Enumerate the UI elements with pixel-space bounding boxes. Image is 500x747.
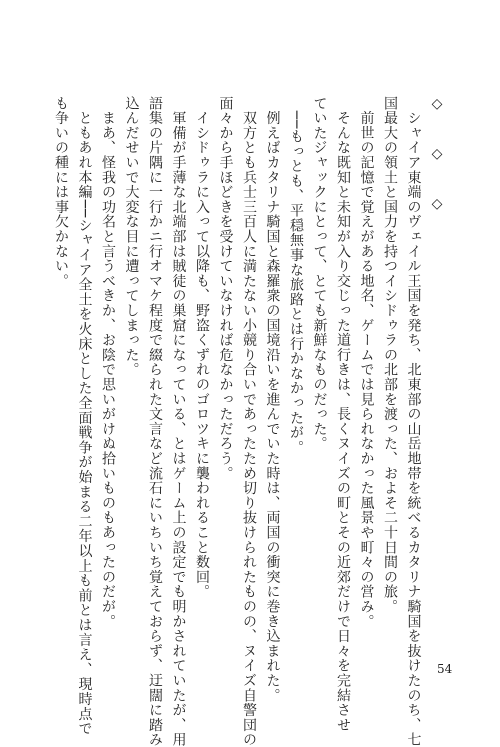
text-line: 面々から手ほどきを受けていなければ危なかっただろう。: [217, 96, 234, 481]
text-line: 軍備が手薄な北端部は賊徒の巣窟になっている、とはゲーム上の設定でも明かされていたが、用: [170, 96, 187, 747]
text-line: 例えばカタリナ騎国と森羅衆の国境沿いを進んでいた時は、両国の衝突に巻き込まれた。: [264, 96, 281, 703]
text-line: まあ、怪我の功名と言うべきか、お陰で思いがけぬ拾いものもあったのだが。: [100, 96, 116, 629]
text-line: も争いの種には事欠かない。: [53, 96, 69, 289]
text-line: ──もっとも、平穏無事な旅路とは行かなかったが。: [288, 96, 304, 455]
text-line: イシドゥラに入って以降も、野盗くずれのゴロツキに襲われること数回。: [194, 96, 210, 600]
text-line: シャイア東端のヴェイル王国を発ち、北東部の山岳地帯を統べるカタリナ騎国を抜けたのち、七: [405, 96, 422, 747]
text-line: 国最大の領土と国力を持つイシドゥラの北部を渡った、およそ二十日間の旅。: [382, 96, 398, 614]
page-number: 54: [437, 662, 453, 676]
text-line: 前世の記憶で覚えがある地名、ゲームでは見られなかった風景や町々の営み。: [358, 96, 375, 629]
text-line: ていたジャックにとって、とても新鮮なものだった。: [311, 96, 328, 452]
text-line: 双方とも兵士三百人に満たない小競り合いであったため切り抜けられたものの、ヌイズ自警団の: [241, 96, 257, 747]
section-divider: ◇ ◇ ◇: [429, 96, 445, 222]
text-line: 語集の片隅に一行かニ行オマケ程度で綴られた文言など流石にいちいち覚えておらず、迂闊に踏み: [147, 96, 163, 747]
text-line: そんな既知と未知が入り交じった道行きは、長くヌイズの町とその近郊だけで日々を完結させ: [335, 96, 351, 733]
text-line: 込んだせいで大変な目に遭ってしまった。: [123, 96, 140, 378]
text-line: ともあれ本編──シャイア全土を火床とした全面戦争が始まる二年以上も前とは言え、現時点で: [76, 96, 93, 737]
